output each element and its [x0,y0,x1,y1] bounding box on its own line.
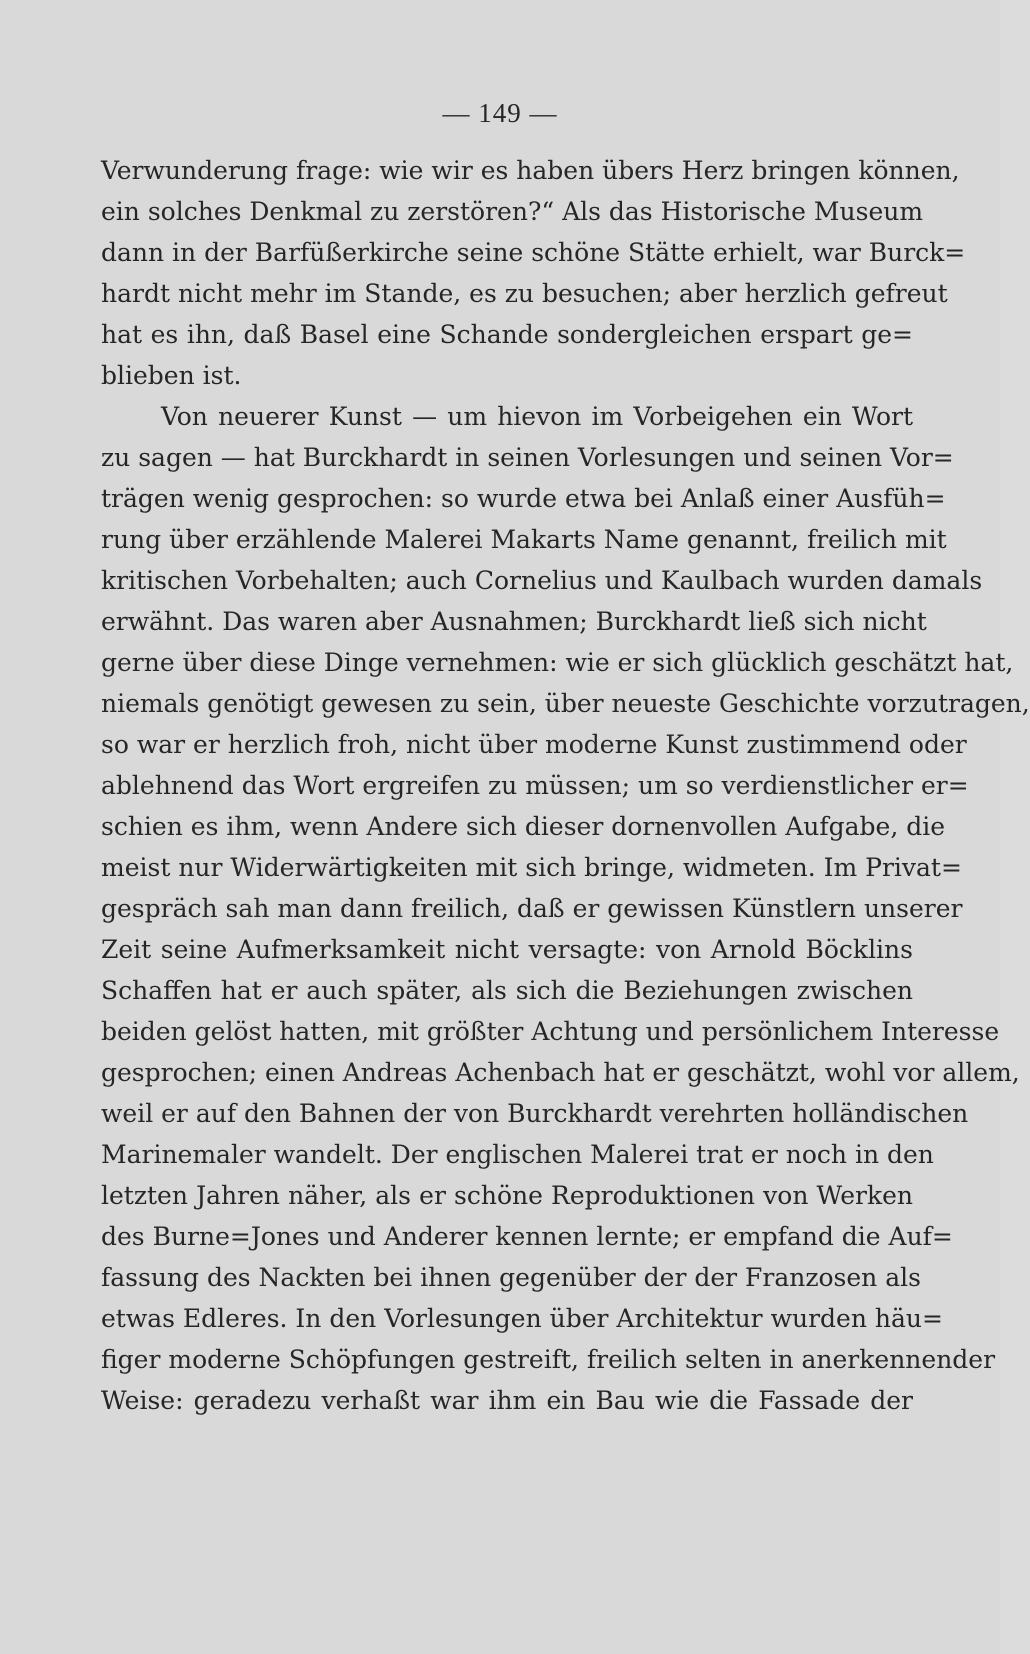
text-line: gesprochen; einen Andreas Achenbach hat er geschätzt, wohl vor allem, [101,1058,1020,1087]
body-text [101,150,1030,1421]
text-line: gespräch sah man dann freilich, daß er gewissen Künstlern unserer [101,894,963,923]
text-line: erwähnt. Das waren aber Ausnahmen; Burckhardt ließ sich nicht [101,607,927,636]
text-line: fassung des Nackten bei ihnen gegenüber der der Franzosen als [101,1263,921,1292]
text-line: meist nur Widerwärtigkeiten mit sich bringe, widmeten. Im Privat= [101,853,962,882]
text-line: Verwunderung frage: wie wir es haben übers Herz bringen können, [101,156,960,185]
text-line: Marinemaler wandelt. Der englischen Malerei trat er noch in den [101,1140,934,1169]
text-line: letzten Jahren näher, als er schöne Reproduktionen von Werken [101,1181,913,1210]
text-line: ablehnend das Wort ergreifen zu müssen; um so verdienstlicher er= [101,771,969,800]
text-line: Schaffen hat er auch später, als sich die Beziehungen zwischen [101,976,913,1005]
text-line: dann in der Barfüßerkirche seine schöne Stätte erhielt, war Burck= [101,238,966,267]
page-number: — 149 — [442,98,558,128]
text-line: trägen wenig gesprochen: so wurde etwa bei Anlaß einer Ausfüh= [101,484,946,513]
text-line: beiden gelöst hatten, mit größter Achtung und persönlichem Interesse [101,1017,1000,1046]
text-line: gerne über diese Dinge vernehmen: wie er sich glücklich geschätzt hat, [101,648,1014,677]
text-line: Zeit seine Aufmerksamkeit nicht versagte: von Arnold Böcklins [101,935,913,964]
text-line: figer moderne Schöpfungen gestreift, freilich selten in anerkennender [101,1345,996,1374]
text-line: des Burne=Jones und Anderer kennen lernte; er empfand die Auf= [101,1222,953,1251]
text-line: so war er herzlich froh, nicht über moderne Kunst zustimmend oder [101,730,967,759]
paragraph-start-line: Von neuerer Kunst — um hievon im Vorbeigehen ein Wort [161,402,913,431]
text-line: niemals genötigt gewesen zu sein, über neueste Geschichte vorzutragen, [101,689,1030,718]
text-line: rung über erzählende Malerei Makarts Name genannt, freilich mit [101,525,947,554]
text-line: ein solches Denkmal zu zerstören?“ Als das Historische Museum [101,197,924,226]
text-line: Weise: geradezu verhaßt war ihm ein Bau wie die Fassade der [101,1386,913,1415]
text-line: hat es ihn, daß Basel eine Schande sondergleichen erspart ge= [101,320,913,349]
text-line: etwas Edleres. In den Vorlesungen über Architektur wurden häu= [101,1304,943,1333]
text-line: blieben ist. [101,361,242,390]
text-line: zu sagen — hat Burckhardt in seinen Vorlesungen und seinen Vor= [101,443,954,472]
text-line: schien es ihm, wenn Andere sich dieser dornenvollen Aufgabe, die [101,812,946,841]
text-line: kritischen Vorbehalten; auch Cornelius und Kaulbach wurden damals [101,566,983,595]
text-line: weil er auf den Bahnen der von Burckhardt verehrten holländischen [101,1099,969,1128]
text-line: hardt nicht mehr im Stande, es zu besuchen; aber herzlich gefreut [101,279,948,308]
